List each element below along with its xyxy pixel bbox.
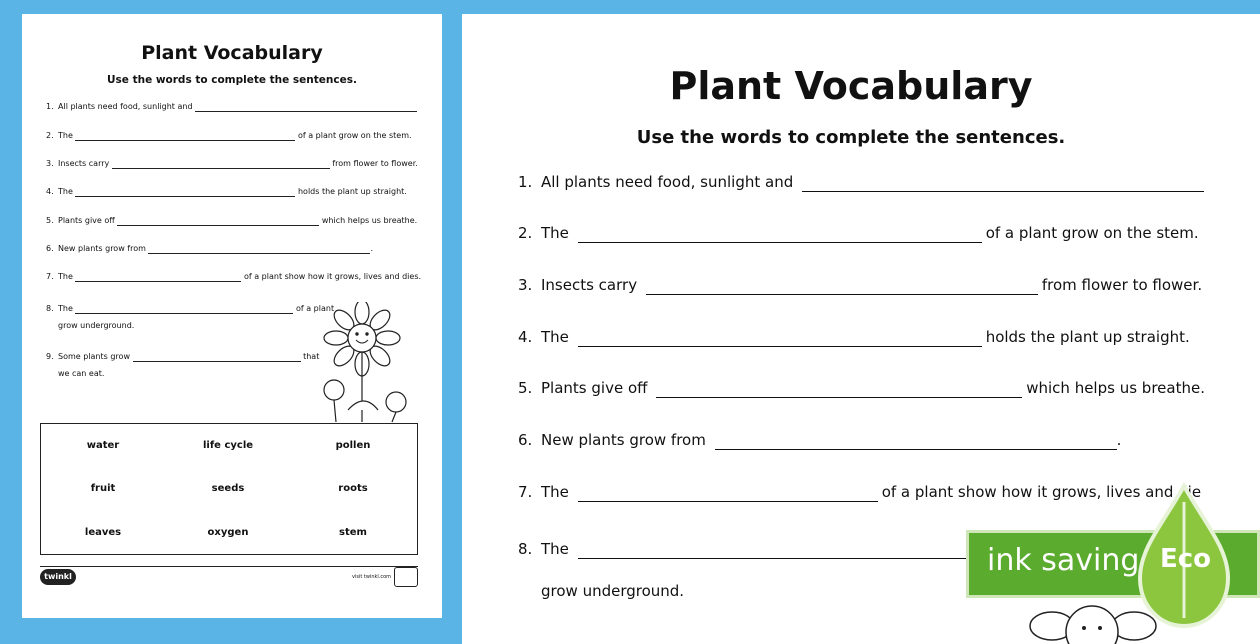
question-6: 6. New plants grow from . (518, 431, 1122, 449)
word-bank-item: pollen (335, 440, 371, 451)
question-7: 7. The of a plant show how it grows, lives and dies. (46, 272, 422, 281)
answer-blank (75, 305, 293, 314)
word-bank-item: oxygen (207, 527, 249, 538)
word-bank-item: seeds (211, 483, 245, 494)
question-9: 9. Some plants grow that (46, 352, 320, 361)
instructions: Use the words to complete the sentences. (107, 74, 357, 86)
answer-blank (802, 175, 1204, 192)
word-bank-item: stem (339, 527, 367, 538)
twinkl-logo: twinkl (40, 569, 76, 585)
word-bank-item: fruit (90, 483, 116, 494)
page-title: Plant Vocabulary (141, 42, 323, 64)
answer-blank (578, 485, 878, 502)
word-bank (40, 423, 418, 555)
question-5: 5. Plants give off which helps us breathe. (46, 216, 418, 225)
eco-label: Eco (1160, 544, 1212, 574)
question-2: 2. The of a plant grow on the stem. (46, 131, 412, 140)
page-title: Plant Vocabulary (669, 64, 1033, 108)
answer-blank (75, 273, 241, 282)
question-8: 8. The of a plant (46, 304, 335, 313)
question-2: 2. The of a plant grow on the stem. (518, 224, 1199, 242)
word-bank-item: water (86, 440, 120, 451)
question-8-continuation: grow underground. (541, 582, 685, 600)
footer-divider (40, 566, 418, 567)
question-1: 1. All plants need food, sunlight and (518, 172, 1208, 192)
question-3: 3. Insects carry from flower to flower. (46, 159, 418, 168)
question-4: 4. The holds the plant up straight. (518, 328, 1190, 346)
answer-blank (646, 278, 1038, 295)
answer-blank (75, 188, 295, 197)
answer-blank (578, 330, 982, 347)
answer-blank (195, 103, 417, 112)
question-3: 3. Insects carry from flower to flower. (518, 276, 1203, 294)
question-8-continuation: grow underground. (58, 321, 135, 330)
worksheet-thumbnail (22, 14, 442, 618)
question-8: 8. The (518, 539, 982, 559)
instructions: Use the words to complete the sentences. (636, 127, 1066, 148)
word-bank-item: roots (338, 483, 368, 494)
answer-blank (656, 381, 1022, 398)
answer-blank (578, 226, 982, 243)
answer-blank (133, 353, 301, 362)
footer-url: visit twinkl.com (352, 574, 392, 580)
question-4: 4. The holds the plant up straight. (46, 187, 407, 196)
question-7: 7. The of a plant show how it grows, lives and die (518, 483, 1202, 501)
question-5: 5. Plants give off which helps us breathe. (518, 379, 1205, 397)
answer-blank (75, 132, 295, 141)
word-bank-item: life cycle (202, 440, 254, 451)
question-9-continuation: we can eat. (58, 369, 105, 378)
question-6: 6. New plants grow from . (46, 244, 373, 253)
ink-saving-text: ink saving (987, 543, 1140, 578)
question-1: 1. All plants need food, sunlight and (46, 102, 417, 112)
answer-blank (148, 245, 370, 254)
answer-blank (578, 542, 978, 559)
answer-blank (112, 160, 330, 169)
answer-blank (715, 433, 1117, 450)
word-bank-item: leaves (84, 527, 122, 538)
twinkl-badge-icon (394, 567, 418, 587)
flower-illustration (304, 302, 424, 424)
answer-blank (117, 217, 319, 226)
